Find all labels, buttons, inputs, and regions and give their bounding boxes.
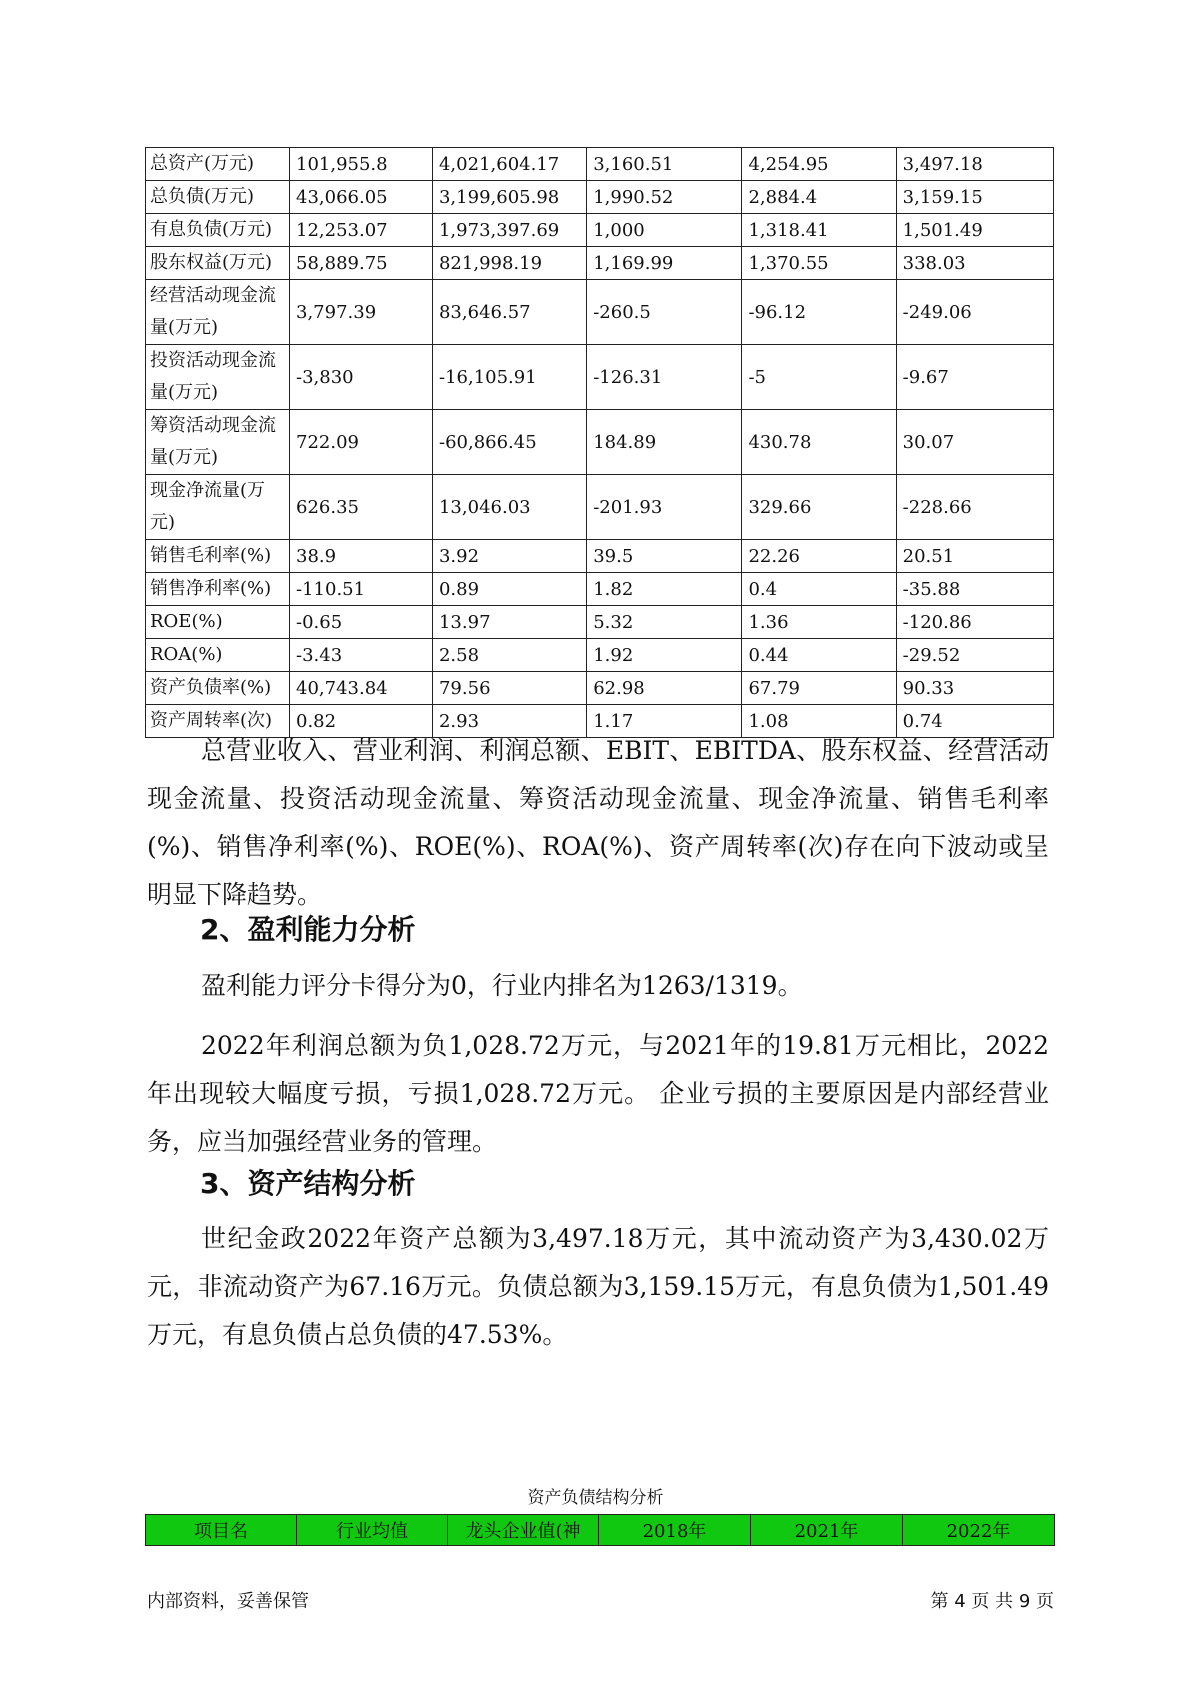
structure-table xyxy=(145,1514,1055,1546)
table-cell: 1.17 xyxy=(587,705,742,738)
table-cell: 0.44 xyxy=(742,639,896,672)
header-industry-avg: 行业均值 xyxy=(297,1515,448,1546)
table-cell: 1.82 xyxy=(587,573,742,606)
table-cell: 1.92 xyxy=(587,639,742,672)
table-cell: 1,990.52 xyxy=(587,181,742,214)
table-cell: 1,169.99 xyxy=(587,247,742,280)
table-cell: 1,318.41 xyxy=(742,214,896,247)
table-cell: 40,743.84 xyxy=(290,672,433,705)
table-row xyxy=(146,475,1054,540)
table-cell: 62.98 xyxy=(587,672,742,705)
table-cell: 38.9 xyxy=(290,540,433,573)
table-cell: -201.93 xyxy=(587,475,742,540)
table-cell: 338.03 xyxy=(896,247,1053,280)
table-cell: 5.32 xyxy=(587,606,742,639)
table-cell: 329.66 xyxy=(742,475,896,540)
row-label: 有息负债(万元) xyxy=(146,214,290,247)
table-cell: -60,866.45 xyxy=(432,410,586,475)
row-label: 销售毛利率(%) xyxy=(146,540,290,573)
header-2021: 2021年 xyxy=(751,1515,903,1546)
table-cell: 0.4 xyxy=(742,573,896,606)
trend-paragraph: 总营业收入、营业利润、利润总额、EBIT、EBITDA、股东权益、经营活动现金流量、投资活动现金流量、筹资活动现金流量、现金净流量、销售毛利率(%)、销售净利率(%)、ROE(%)、ROA(%)、资产周转率(次)存在向下波动或呈明显下降趋势。 xyxy=(147,736,1049,909)
table-cell: -228.66 xyxy=(896,475,1053,540)
table-cell: 3,160.51 xyxy=(587,148,742,181)
table-cell: -249.06 xyxy=(896,280,1053,345)
table-cell: 2,884.4 xyxy=(742,181,896,214)
table-cell: 1.08 xyxy=(742,705,896,738)
row-label: 总负债(万元) xyxy=(146,181,290,214)
table-row xyxy=(146,606,1054,639)
table-row xyxy=(146,345,1054,410)
table-row xyxy=(146,639,1054,672)
table-cell: -29.52 xyxy=(896,639,1053,672)
table-cell: 1,501.49 xyxy=(896,214,1053,247)
header-leader-value: 龙头企业值(神 xyxy=(448,1515,599,1546)
table-cell: 30.07 xyxy=(896,410,1053,475)
table-cell: 3,199,605.98 xyxy=(432,181,586,214)
table-cell: 13.97 xyxy=(432,606,586,639)
table-cell: 58,889.75 xyxy=(290,247,433,280)
table-cell: 39.5 xyxy=(587,540,742,573)
table-cell: 22.26 xyxy=(742,540,896,573)
header-item-name: 项目名 xyxy=(146,1515,297,1546)
table-cell: 2.93 xyxy=(432,705,586,738)
row-label: 现金净流量(万元) xyxy=(146,475,290,540)
row-label: ROE(%) xyxy=(146,606,290,639)
table-row xyxy=(146,672,1054,705)
header-2018: 2018年 xyxy=(599,1515,751,1546)
table-cell: 20.51 xyxy=(896,540,1053,573)
profitability-heading: 2、盈利能力分析 xyxy=(200,913,416,946)
score-paragraph: 盈利能力评分卡得分为0，行业内排名为1263/1319。 xyxy=(201,971,803,1000)
table-cell: 101,955.8 xyxy=(290,148,433,181)
table-cell: 2.58 xyxy=(432,639,586,672)
structure-table-header-row xyxy=(146,1515,1055,1546)
table-row xyxy=(146,540,1054,573)
row-label: 销售净利率(%) xyxy=(146,573,290,606)
structure-table-caption: 资产负债结构分析 xyxy=(527,1488,664,1508)
profit-paragraph: 2022年利润总额为负1,028.72万元，与2021年的19.81万元相比，2022年出现较大幅度亏损，亏损1,028.72万元。 企业亏损的主要原因是内部经营业务，应当加强经营业务的管理。 xyxy=(147,1031,1049,1156)
row-label: 资产周转率(次) xyxy=(146,705,290,738)
table-cell: 821,998.19 xyxy=(432,247,586,280)
table-cell: -3,830 xyxy=(290,345,433,410)
table-cell: 43,066.05 xyxy=(290,181,433,214)
table-cell: -110.51 xyxy=(290,573,433,606)
table-cell: 13,046.03 xyxy=(432,475,586,540)
row-label: 投资活动现金流量(万元) xyxy=(146,345,290,410)
table-cell: -120.86 xyxy=(896,606,1053,639)
table-row xyxy=(146,280,1054,345)
table-cell: 83,646.57 xyxy=(432,280,586,345)
table-cell: 0.74 xyxy=(896,705,1053,738)
table-cell: 184.89 xyxy=(587,410,742,475)
row-label: 筹资活动现金流量(万元) xyxy=(146,410,290,475)
table-cell: 3.92 xyxy=(432,540,586,573)
table-cell: 79.56 xyxy=(432,672,586,705)
table-cell: -126.31 xyxy=(587,345,742,410)
table-cell: 626.35 xyxy=(290,475,433,540)
table-cell: 0.82 xyxy=(290,705,433,738)
row-label: 股东权益(万元) xyxy=(146,247,290,280)
table-cell: -3.43 xyxy=(290,639,433,672)
table-cell: 4,021,604.17 xyxy=(432,148,586,181)
table-cell: -5 xyxy=(742,345,896,410)
table-cell: -96.12 xyxy=(742,280,896,345)
row-label: 资产负债率(%) xyxy=(146,672,290,705)
table-cell: 1,973,397.69 xyxy=(432,214,586,247)
table-cell: 722.09 xyxy=(290,410,433,475)
table-row xyxy=(146,410,1054,475)
table-row xyxy=(146,247,1054,280)
asset-paragraph: 世纪金政2022年资产总额为3,497.18万元，其中流动资产为3,430.02万元，非流动资产为67.16万元。负债总额为3,159.15万元，有息负债为1,501.49万元，有息负债占总负债的47.53%。 xyxy=(147,1224,1049,1349)
table-cell: 4,254.95 xyxy=(742,148,896,181)
header-2022: 2022年 xyxy=(903,1515,1055,1546)
table-cell: 0.89 xyxy=(432,573,586,606)
table-cell: 430.78 xyxy=(742,410,896,475)
row-label: 总资产(万元) xyxy=(146,148,290,181)
footer-page-number: 第 4 页 共 9 页 xyxy=(930,1591,1054,1612)
table-cell: -260.5 xyxy=(587,280,742,345)
table-cell: 3,497.18 xyxy=(896,148,1053,181)
table-cell: 1,370.55 xyxy=(742,247,896,280)
row-label: 经营活动现金流量(万元) xyxy=(146,280,290,345)
asset-structure-heading: 3、资产结构分析 xyxy=(200,1167,416,1200)
table-cell: -16,105.91 xyxy=(432,345,586,410)
table-cell: 1,000 xyxy=(587,214,742,247)
table-row xyxy=(146,214,1054,247)
table-cell: 67.79 xyxy=(742,672,896,705)
footer-confidential-note: 内部资料，妥善保管 xyxy=(147,1591,309,1612)
table-cell: -35.88 xyxy=(896,573,1053,606)
table-row xyxy=(146,181,1054,214)
table-cell: 3,159.15 xyxy=(896,181,1053,214)
financial-indicators-table xyxy=(145,147,1054,738)
table-cell: 12,253.07 xyxy=(290,214,433,247)
row-label: ROA(%) xyxy=(146,639,290,672)
table-cell: -9.67 xyxy=(896,345,1053,410)
table-cell: 90.33 xyxy=(896,672,1053,705)
table-cell: 3,797.39 xyxy=(290,280,433,345)
table-row xyxy=(146,573,1054,606)
table-cell: 1.36 xyxy=(742,606,896,639)
table-row xyxy=(146,148,1054,181)
table-cell: -0.65 xyxy=(290,606,433,639)
